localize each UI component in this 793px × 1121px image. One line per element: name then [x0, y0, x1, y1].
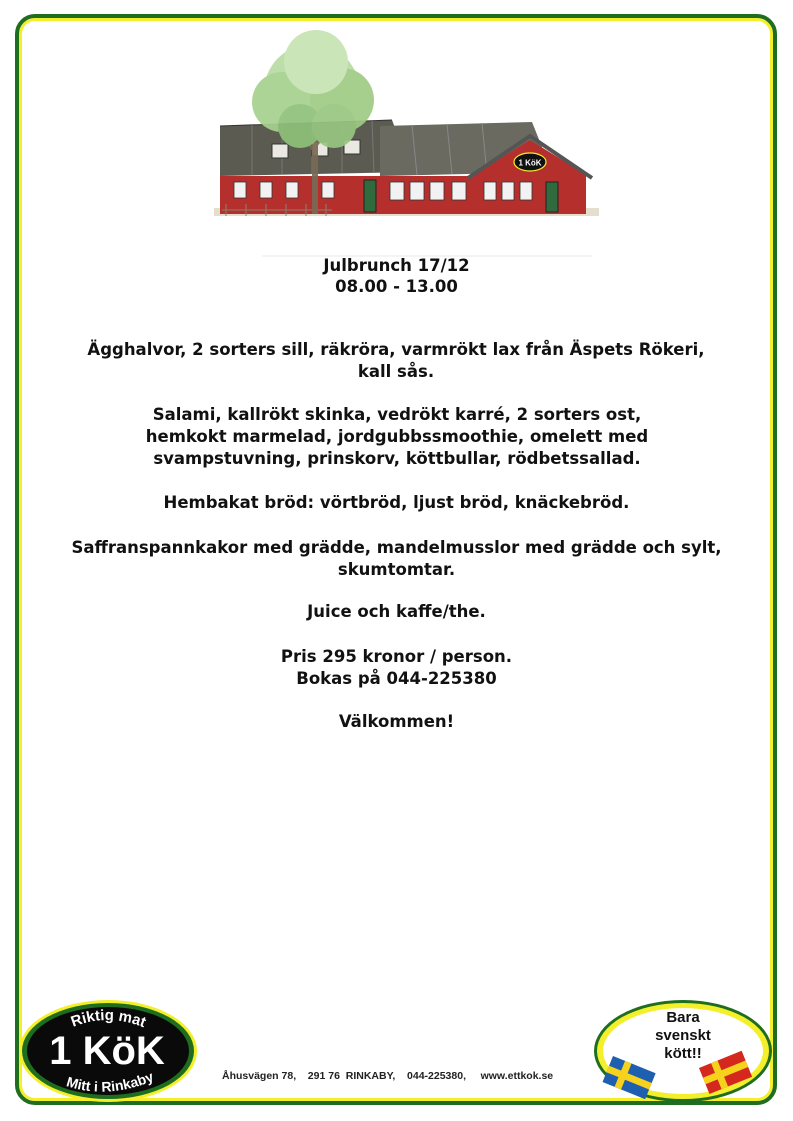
event-title: Julbrunch 17/12: [323, 256, 470, 275]
menu-paragraph-3: Hembakat bröd: vörtbröd, ljust bröd, knäckebröd.: [163, 493, 630, 512]
logo-left-name: 1 KöK: [49, 1029, 165, 1073]
footer-phone: 044-225380,: [407, 1070, 466, 1082]
logo-left-top-text: Riktig mat: [68, 1006, 149, 1032]
footer-website[interactable]: www.ettkok.se: [480, 1070, 554, 1082]
footer-postal: 291 76 RINKABY,: [307, 1070, 396, 1082]
price-line: Pris 295 kronor / person.: [280, 647, 513, 666]
logo-bara-svenskt-kott: [591, 996, 775, 1106]
menu-paragraph-1: Ägghalvor, 2 sorters sill, räkröra, varmrökt lax från Äspets Rökeri, kall sås.: [87, 340, 705, 381]
event-time: 08.00 - 13.00: [335, 277, 458, 296]
footer-contact: [222, 1070, 592, 1082]
restaurant-building-illustration: [212, 22, 602, 260]
menu-paragraph-5: Juice och kaffe/the.: [307, 602, 486, 621]
logo-left-bottom-text: Mitt i Rinkaby: [64, 1068, 156, 1095]
menu-paragraph-2: Salami, kallrökt skinka, vedrökt karré, 2 sorters ost, hemkokt marmelad, jordgubbssmoothie, omelett med svampstuvning, prinskorv, köttbullar, rödbetssallad.: [145, 405, 649, 468]
logo-right-line2: svenskt: [655, 1027, 711, 1044]
logo-right-line1: Bara: [666, 1009, 700, 1026]
welcome-text: Välkommen!: [338, 712, 455, 731]
menu-paragraph-4: Saffranspannkakor med grädde, mandelmusslor med grädde och sylt, skumtomtar.: [71, 538, 722, 579]
building-sign-text: 1 KöK: [518, 158, 542, 168]
booking-line: Bokas på 044-225380: [296, 669, 497, 688]
footer-address: Åhusvägen 78,: [222, 1070, 297, 1082]
logo-right-line3: kött!!: [664, 1045, 702, 1062]
logo-1kok: [16, 996, 202, 1106]
